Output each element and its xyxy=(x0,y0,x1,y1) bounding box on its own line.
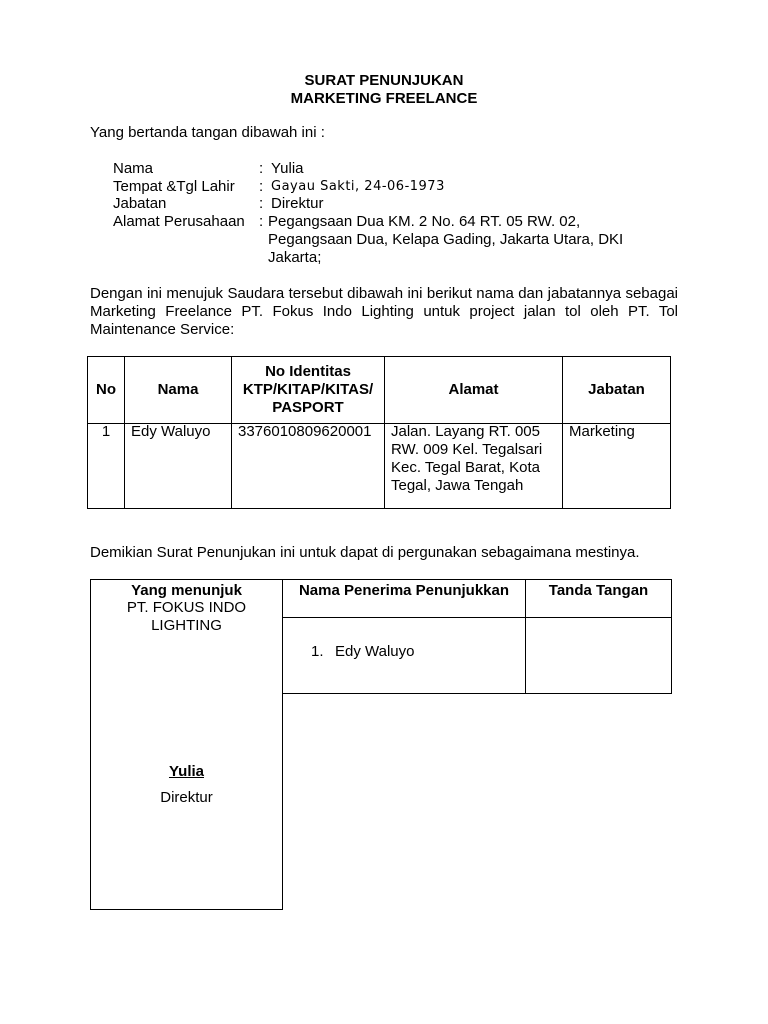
header-identitas-line3: PASPORT xyxy=(272,399,344,416)
document-title-line2: MARKETING FREELANCE xyxy=(290,90,478,107)
header-identitas-line2: KTP/KITAP/KITAS/ xyxy=(242,381,374,398)
recipient-header: Nama Penerima Penunjukkan xyxy=(298,582,510,599)
alamat-line2: Pegangsaan Dua, Kelapa Gading, Jakarta Utara, DKI xyxy=(268,231,624,248)
signer-name-text: Yulia xyxy=(168,763,205,780)
jabatan-value: Direktur xyxy=(271,195,324,212)
row-alamat-line3: Kec. Tegal Barat, Kota xyxy=(391,459,540,476)
nama-colon: : xyxy=(259,160,264,177)
recipient-number: 1. xyxy=(311,643,324,660)
nama-label: Nama xyxy=(113,160,154,177)
recipient-name: Edy Waluyo xyxy=(335,643,415,660)
row-alamat-line1: Jalan. Layang RT. 005 xyxy=(391,423,540,440)
signer-name xyxy=(90,763,283,780)
signature-header: Tanda Tangan xyxy=(548,582,649,599)
company-line2: LIGHTING xyxy=(151,617,222,634)
signer-title: Direktur xyxy=(160,789,213,806)
signature-cell xyxy=(525,617,672,694)
appointment-paragraph: Dengan ini menujuk Saudara tersebut dibawah ini berikut nama dan jabatannya sebagai Marketing Freelance PT. Fokus Indo Lighting untuk project jalan tol oleh PT. Tol Maintenance Service: xyxy=(90,285,678,338)
ttl-label: Tempat &Tgl Lahir xyxy=(113,178,235,195)
row-jabatan: Marketing xyxy=(569,423,635,440)
nama-value: Yulia xyxy=(271,160,304,177)
header-no: No xyxy=(88,357,125,424)
alamat-colon: : xyxy=(259,213,264,230)
intro-text: Yang bertanda tangan dibawah ini : xyxy=(90,124,325,141)
row-alamat-line2: RW. 009 Kel. Tegalsari xyxy=(391,441,543,458)
table-row xyxy=(88,424,671,509)
company-line1: PT. FOKUS INDO xyxy=(126,599,247,616)
alamat-label: Alamat Perusahaan xyxy=(113,213,245,230)
appointee-table xyxy=(87,356,671,509)
document-title-line1: SURAT PENUNJUKAN xyxy=(304,72,464,89)
appointer-header: Yang menunjuk xyxy=(131,582,242,599)
jabatan-label: Jabatan xyxy=(113,195,167,212)
header-jabatan: Jabatan xyxy=(563,357,671,424)
header-nama: Nama xyxy=(125,357,232,424)
header-alamat: Alamat xyxy=(385,357,563,424)
header-identitas xyxy=(232,357,385,424)
ttl-value: Gayau Sakti, 24-06-1973 xyxy=(271,179,445,194)
table-header-row xyxy=(88,357,671,424)
header-identitas-line1: No Identitas xyxy=(265,363,351,380)
row-identitas: 3376010809620001 xyxy=(238,423,372,440)
ttl-colon: : xyxy=(259,178,264,195)
closing-text: Demikian Surat Penunjukan ini untuk dapat di pergunakan sebagaimana mestinya. xyxy=(90,544,640,561)
alamat-line3: Jakarta; xyxy=(268,249,322,266)
row-no: 1 xyxy=(101,423,111,440)
row-alamat-line4: Tegal, Jawa Tengah xyxy=(391,477,524,494)
jabatan-colon: : xyxy=(259,195,264,212)
row-nama: Edy Waluyo xyxy=(131,423,211,440)
alamat-line1: Pegangsaan Dua KM. 2 No. 64 RT. 05 RW. 02, xyxy=(268,213,581,230)
